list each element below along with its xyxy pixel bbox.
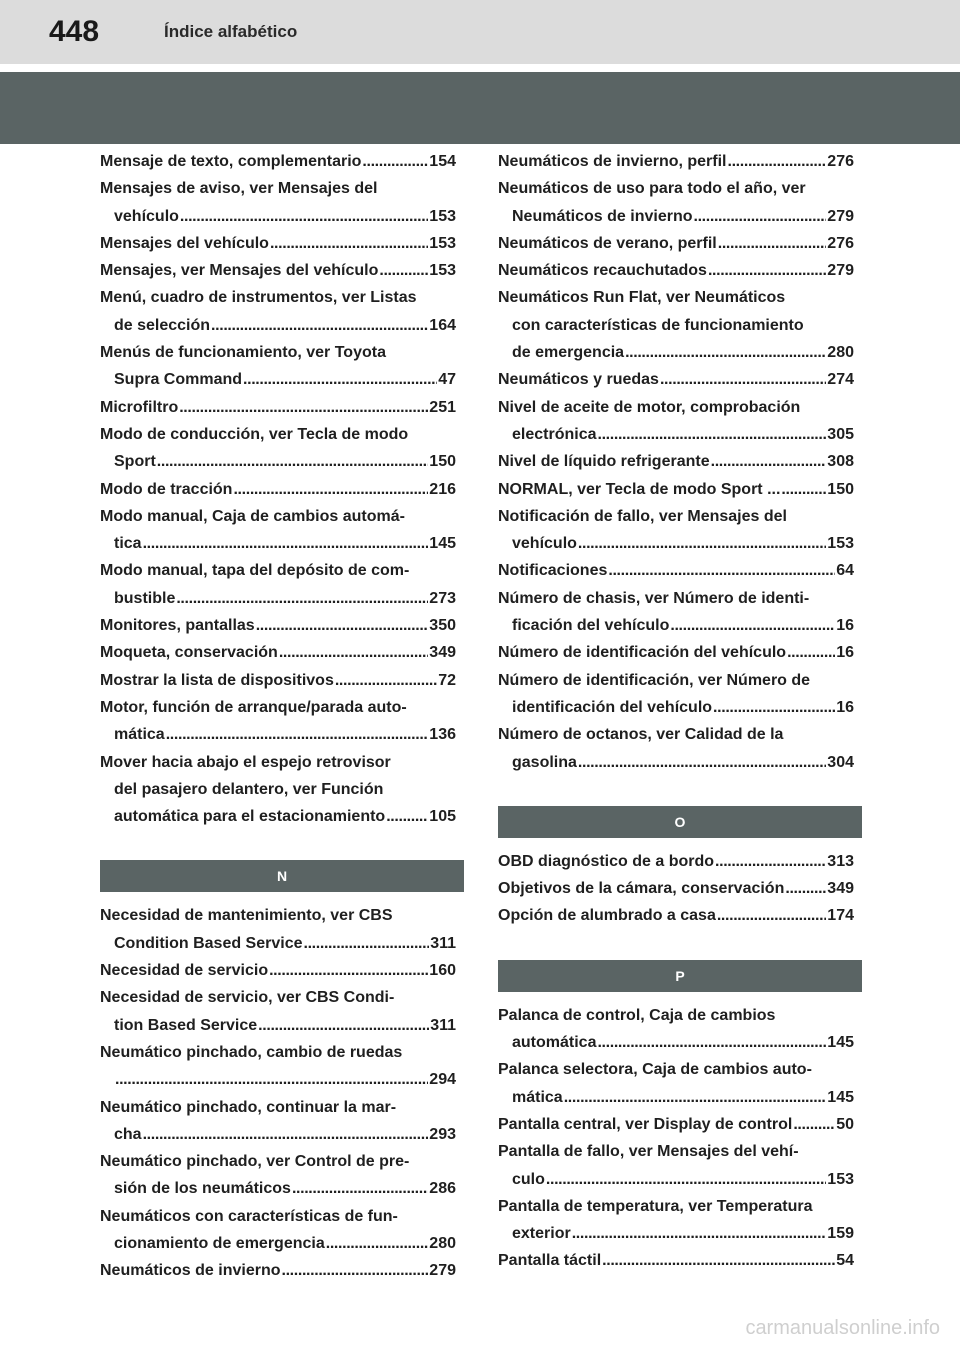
dot-leader [608, 557, 835, 584]
index-entry[interactable] [100, 984, 456, 1039]
index-entry-text: Opción de alumbrado a casa [498, 907, 716, 925]
index-page-number[interactable]: 47 [438, 371, 456, 389]
index-page-number[interactable]: 280 [429, 1234, 456, 1252]
index-entry[interactable] [498, 448, 854, 475]
index-page-number[interactable]: 159 [827, 1225, 854, 1243]
index-entry[interactable] [100, 339, 456, 394]
index-entry[interactable] [100, 503, 456, 558]
index-entry[interactable] [498, 1247, 854, 1274]
index-entry-text: Menús de funcionamiento, ver Toyota [100, 344, 386, 362]
index-entry[interactable] [498, 1193, 854, 1248]
index-entry-text: Necesidad de servicio, ver CBS Condi- [100, 989, 395, 1007]
index-page-number[interactable]: 293 [429, 1125, 456, 1143]
index-page-number[interactable]: 153 [827, 535, 854, 553]
index-entry-text: Necesidad de servicio [100, 962, 269, 980]
index-page-number[interactable]: 294 [429, 1071, 456, 1089]
index-entry-text: Neumáticos de verano, perfil [498, 234, 717, 252]
index-entry[interactable] [498, 875, 854, 902]
header-bar [0, 0, 960, 64]
index-entry-text: Neumáticos de invierno [100, 1262, 281, 1280]
index-entry-text: Mensajes, ver Mensajes del vehículo [100, 262, 379, 280]
index-entry-text: automática [512, 1034, 597, 1052]
dot-leader [728, 148, 827, 175]
index-entry-text: Pantalla de temperatura, ver Temperatura [498, 1197, 813, 1215]
index-page-number[interactable]: 279 [827, 207, 854, 225]
index-entry-text: Número de identificación, ver Número de [498, 671, 811, 689]
index-entry-text: Neumáticos con características de fun- [100, 1207, 398, 1225]
index-page-number[interactable]: 154 [429, 153, 456, 170]
dot-leader [143, 530, 429, 557]
index-entry[interactable] [100, 612, 456, 639]
index-page-number[interactable]: 64 [836, 562, 854, 580]
index-entry[interactable] [100, 557, 456, 612]
index-entry[interactable] [100, 902, 456, 957]
index-entry[interactable] [498, 848, 854, 875]
dot-leader [256, 612, 429, 639]
index-page-number[interactable]: 153 [429, 234, 456, 252]
index-entry-text: tion Based Service [114, 1016, 258, 1034]
index-page-number[interactable]: 276 [827, 153, 854, 170]
index-entry-text: Condition Based Service [114, 934, 303, 952]
index-page-number[interactable]: 50 [836, 1115, 854, 1133]
dot-leader [785, 875, 826, 902]
index-page-number[interactable]: 349 [827, 880, 854, 898]
index-entry-text: automática para el estacionamiento [114, 808, 386, 826]
index-page-number[interactable]: 150 [827, 480, 854, 498]
index-page-number[interactable]: 304 [827, 753, 854, 771]
index-entry-text: Mensajes de aviso, ver Mensajes del [100, 180, 378, 198]
dot-leader [233, 476, 428, 503]
dot-leader [279, 639, 428, 666]
dot-leader [564, 1084, 827, 1111]
index-entry-text: Neumático pinchado, ver Control de pre- [100, 1153, 410, 1171]
index-entry-text: tica [114, 535, 142, 553]
index-entry[interactable] [100, 148, 456, 175]
index-entry[interactable] [100, 476, 456, 503]
dot-leader [386, 803, 428, 830]
index-entry[interactable] [498, 639, 854, 666]
index-page-number[interactable]: 216 [429, 480, 456, 498]
index-page-number[interactable]: 286 [429, 1180, 456, 1198]
dot-leader [713, 694, 835, 721]
index-page-number[interactable]: 273 [429, 589, 456, 607]
index-entry-text: Sport [114, 453, 156, 471]
dot-leader [211, 312, 428, 339]
dot-leader [282, 1257, 429, 1284]
index-entry[interactable] [100, 667, 456, 694]
dot-leader [166, 721, 429, 748]
index-page-number[interactable]: 54 [836, 1252, 854, 1270]
index-entry-text: Pantalla táctil [498, 1252, 602, 1270]
dot-leader [717, 902, 826, 929]
index-entry-text: Modo de tracción [100, 480, 233, 498]
index-entry-text: identificación del vehículo [512, 698, 713, 716]
dot-leader [625, 339, 826, 366]
index-entry-text: Monitores, pantallas [100, 617, 255, 635]
index-entry-text: Mostrar la lista de dispositivos [100, 671, 334, 689]
dot-leader [180, 203, 428, 230]
index-entry[interactable] [100, 421, 456, 476]
index-entry[interactable] [100, 694, 456, 749]
index-entry-text: Mensaje de texto, complementario [100, 153, 362, 170]
dot-leader [326, 1230, 429, 1257]
index-entry-text: Objetivos de la cámara, conservación [498, 880, 785, 898]
index-entry-text: Neumático pinchado, continuar la mar- [100, 1098, 397, 1116]
index-entry[interactable] [498, 1002, 854, 1057]
index-entry-text: Mover hacia abajo el espejo retrovisor [100, 753, 391, 771]
index-page-number[interactable]: 153 [827, 1170, 854, 1188]
dot-leader [292, 1175, 428, 1202]
dot-leader [660, 366, 826, 393]
watermark: carmanualsonline.info [745, 1317, 940, 1339]
index-page-number[interactable]: 153 [429, 262, 456, 280]
index-entry[interactable] [498, 1138, 854, 1193]
dot-leader [578, 749, 826, 776]
index-entry[interactable] [100, 257, 456, 284]
dot-leader [243, 366, 437, 393]
index-entry[interactable] [498, 1111, 854, 1138]
index-entry[interactable] [498, 557, 854, 584]
index-entry-text: Supra Command [114, 371, 243, 389]
dot-leader [715, 848, 826, 875]
dot-leader [602, 1247, 835, 1274]
dot-leader [718, 230, 827, 257]
index-entry[interactable] [498, 175, 854, 230]
index-entry-text: Neumáticos de uso para todo el año, ver [498, 180, 806, 198]
index-page-number[interactable]: 164 [429, 316, 456, 334]
index-page-number[interactable]: 280 [827, 344, 854, 362]
dot-leader [269, 957, 428, 984]
index-page-number[interactable]: 72 [438, 671, 456, 689]
index-entry[interactable] [498, 585, 854, 640]
index-page-number[interactable]: 349 [429, 644, 456, 662]
index-entry-text: Pantalla de fallo, ver Mensajes del vehí- [498, 1143, 799, 1161]
index-entry-text: Moqueta, conservación [100, 644, 278, 662]
dot-leader [711, 448, 827, 475]
dot-leader [270, 230, 428, 257]
letter-heading: P [498, 960, 862, 992]
index-entry[interactable] [100, 175, 456, 230]
index-page-number[interactable]: 160 [429, 962, 456, 980]
index-page-number[interactable]: 308 [827, 453, 854, 471]
index-entry-text: Nivel de aceite de motor, comprobación [498, 398, 801, 416]
index-entry-text: Neumáticos de invierno, perfil [498, 153, 727, 170]
index-entry[interactable] [100, 639, 456, 666]
dot-leader [362, 148, 428, 175]
dot-leader [379, 257, 428, 284]
index-entry-text: Notificación de fallo, ver Mensajes del [498, 507, 787, 525]
index-page-number[interactable]: 305 [827, 425, 854, 443]
dot-leader [793, 1111, 835, 1138]
letter-heading: N [100, 860, 464, 892]
index-entry[interactable] [100, 957, 456, 984]
index-entry[interactable] [498, 257, 854, 284]
index-page-number[interactable]: 145 [827, 1034, 854, 1052]
index-entry-text: ficación del vehículo [512, 617, 670, 635]
index-entry-text: Número de octanos, ver Calidad de la [498, 726, 784, 744]
dot-leader [787, 639, 835, 666]
index-page-number[interactable]: 136 [429, 726, 456, 744]
index-entry-text: Neumáticos de invierno [512, 207, 693, 225]
index-column-right [498, 148, 854, 1275]
index-entry-text: NORMAL, ver Tecla de modo Sport ... [498, 480, 781, 498]
dot-leader [781, 476, 826, 503]
index-entry-text: cha [114, 1125, 142, 1143]
index-entry-text: Neumáticos Run Flat, ver Neumáticos [498, 289, 786, 307]
index-entry-text: Microfiltro [100, 398, 179, 416]
index-entry-text: cionamiento de emergencia [114, 1234, 325, 1252]
dot-leader [694, 203, 827, 230]
index-entry-text: gasolina [512, 753, 577, 771]
index-page-number[interactable]: 279 [827, 262, 854, 280]
dot-leader [670, 612, 835, 639]
index-entry[interactable] [100, 230, 456, 257]
index-page-number[interactable]: 16 [836, 644, 854, 662]
index-entry-text: Neumático pinchado, cambio de ruedas [100, 1043, 403, 1061]
index-page-number[interactable]: 145 [827, 1088, 854, 1106]
index-entry[interactable] [498, 366, 854, 393]
section-title: Índice alfabético [164, 22, 298, 41]
index-entry[interactable] [100, 284, 456, 339]
index-entry[interactable] [498, 902, 854, 929]
index-entry[interactable] [498, 230, 854, 257]
index-page-number[interactable]: 279 [429, 1262, 456, 1280]
index-page-number[interactable]: 274 [827, 371, 854, 389]
index-entry-text: Necesidad de mantenimiento, ver CBS [100, 907, 393, 925]
index-entry-text: sión de los neumáticos [114, 1180, 291, 1198]
index-entry-text: Neumáticos y ruedas [498, 371, 659, 389]
index-column-left [100, 148, 456, 1285]
dot-leader [578, 530, 826, 557]
index-entry[interactable] [100, 394, 456, 421]
dot-leader [179, 394, 428, 421]
index-entry[interactable] [498, 148, 854, 175]
index-entry-text: electrónica [512, 425, 597, 443]
index-entry-text: Menú, cuadro de instrumentos, ver Listas [100, 289, 417, 307]
index-page-number[interactable]: 105 [429, 808, 456, 826]
index-entry-text: Número de chasis, ver Número de identi- [498, 589, 810, 607]
index-page-number[interactable]: 153 [429, 207, 456, 225]
dot-leader [572, 1220, 827, 1247]
index-entry[interactable] [100, 1257, 456, 1284]
dot-leader [115, 1066, 428, 1093]
index-entry[interactable] [100, 749, 456, 831]
dot-leader [597, 421, 826, 448]
index-entry[interactable] [498, 1056, 854, 1111]
index-entry-text: Mensajes del vehículo [100, 234, 269, 252]
index-entry-text: exterior [512, 1225, 571, 1243]
index-entry[interactable] [498, 503, 854, 558]
index-entry[interactable] [100, 1203, 456, 1258]
index-entry-text: Pantalla central, ver Display de control [498, 1115, 793, 1133]
index-page-number[interactable]: 311 [430, 934, 456, 952]
index-page-number[interactable]: 313 [827, 852, 854, 870]
index-entry-text: culo [512, 1170, 545, 1188]
letter-heading: O [498, 806, 862, 838]
dot-leader [143, 1121, 429, 1148]
index-entry-text: Número de identificación del vehículo [498, 644, 787, 662]
index-entry[interactable] [100, 1039, 456, 1094]
index-page-number[interactable]: 145 [429, 535, 456, 553]
page-number: 448 [48, 15, 100, 48]
index-entry-text: Modo manual, Caja de cambios automá- [100, 507, 405, 525]
dot-leader [176, 585, 428, 612]
index-entry[interactable] [100, 1094, 456, 1149]
index-entry-text: mática [512, 1088, 563, 1106]
index-entry-text: con características de funcionamiento [512, 316, 804, 334]
dot-leader [335, 667, 437, 694]
index-page-number[interactable]: 350 [429, 617, 456, 635]
index-entry-text: de selección [114, 316, 211, 334]
index-entry-text: Notificaciones [498, 562, 608, 580]
index-entry-text: del pasajero delantero, ver Función [114, 780, 384, 798]
dot-leader [546, 1166, 826, 1193]
index-page-number[interactable]: 16 [836, 617, 854, 635]
index-entry[interactable] [498, 721, 854, 776]
index-entry-text: Neumáticos recauchutados [498, 262, 707, 280]
index-entry-text: Nivel de líquido refrigerante [498, 453, 710, 471]
header-band [0, 72, 960, 144]
index-page-number[interactable]: 311 [430, 1016, 456, 1034]
index-entry-text: Modo manual, tapa del depósito de com- [100, 562, 410, 580]
index-entry-text: vehículo [114, 207, 179, 225]
dot-leader [258, 1012, 429, 1039]
index-page-number[interactable]: 150 [429, 453, 456, 471]
dot-leader [708, 257, 826, 284]
index-entry-text: de emergencia [512, 344, 625, 362]
index-entry[interactable] [498, 394, 854, 449]
index-entry-text: Palanca de control, Caja de cambios [498, 1006, 776, 1024]
index-entry-text: mática [114, 726, 165, 744]
dot-leader [304, 930, 430, 957]
index-entry-text: Modo de conducción, ver Tecla de modo [100, 425, 409, 443]
index-entry-text: vehículo [512, 535, 577, 553]
index-entry-text: bustible [114, 589, 176, 607]
index-page-number[interactable]: 16 [836, 698, 854, 716]
index-page-number[interactable]: 251 [429, 398, 456, 416]
index-entry[interactable] [498, 667, 854, 722]
index-page-number[interactable]: 276 [827, 234, 854, 252]
index-page-number[interactable]: 174 [827, 907, 854, 925]
dot-leader [597, 1029, 826, 1056]
index-entry-text: OBD diagnóstico de a bordo [498, 852, 715, 870]
index-entry[interactable] [100, 1148, 456, 1203]
index-entry[interactable] [498, 476, 854, 503]
index-entry[interactable] [498, 284, 854, 366]
index-entry-text: Palanca selectora, Caja de cambios auto- [498, 1061, 812, 1079]
index-entry-text: Motor, función de arranque/parada auto- [100, 698, 407, 716]
dot-leader [157, 448, 429, 475]
